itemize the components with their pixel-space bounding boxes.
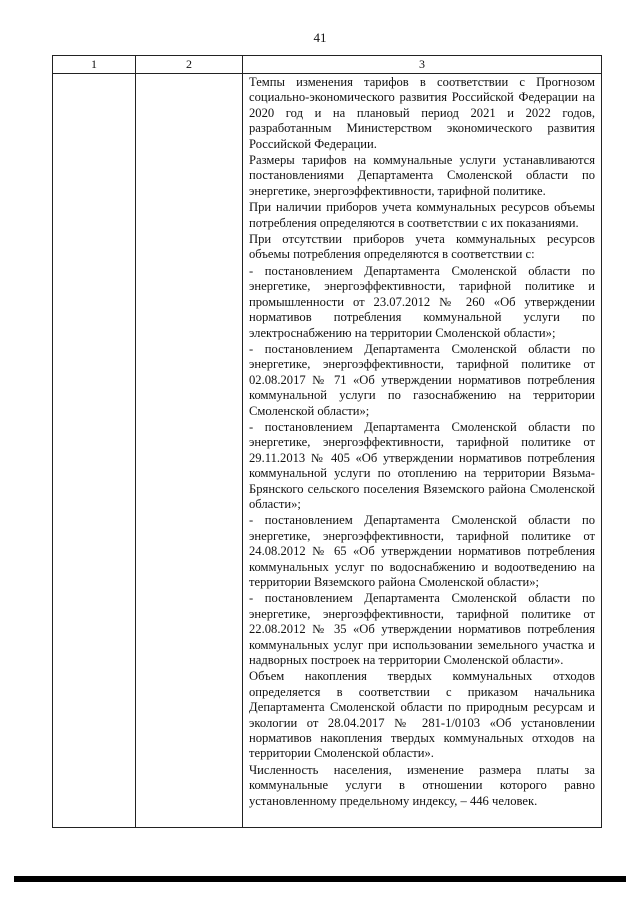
document-table: [52, 55, 602, 828]
cell-col-3: [243, 74, 602, 828]
table-header-row: [53, 56, 602, 74]
scan-edge-bar: [14, 876, 626, 882]
table-row: [53, 74, 602, 828]
list-item-gas: - постановлением Департамента Смоленской области по энергетике, энергоэффективности, тарифной политике от 02.08.2017 № 71 «Об утверждении нормативов потребления коммунальной услуги по газоснабжению на территории Смоленской области»;: [249, 341, 595, 418]
column-header-2: 2: [136, 56, 243, 74]
column-header-3: 3: [243, 56, 602, 74]
column-header-1: 1: [53, 56, 136, 74]
cell-col-1: [53, 74, 136, 828]
paragraph-meters-present: При наличии приборов учета коммунальных ресурсов объемы потребления определяются в соответствии с их показаниями.: [249, 200, 595, 230]
paragraph-solid-waste: Объем накопления твердых коммунальных отходов определяется в соответствии с приказом начальника Департамента Смоленской области по природным ресурсам и экологии от 28.04.2017 № 281-1/0103 «Об установлении нормативов накопления твердых коммунальных отходов на территории Смоленской области».: [249, 669, 595, 761]
list-item-land-plot: - постановлением Департамента Смоленской области по энергетике, энергоэффективности, тарифной политике от 22.08.2012 № 35 «Об утверждении нормативов потребления коммунальных услуг при использовании земельного участка и надворных построек на территории Смоленской области».: [249, 591, 595, 668]
paragraph-meters-absent: При отсутствии приборов учета коммунальных ресурсов объемы потребления определяются в соответствии с:: [249, 232, 595, 262]
page-number: 41: [313, 30, 327, 45]
cell-col-2: [136, 74, 243, 828]
paragraph-tariff-rates: Темпы изменения тарифов в соответствии с Прогнозом социально-экономического развития Российской Федерации на 2020 год и на плановый период 2021 и 2022 годов, разработанным Министерством экономического развития Российской Федерации.: [249, 75, 595, 151]
paragraph-tariff-sizes: Размеры тарифов на коммунальные услуги устанавливаются постановлениями Департамента Смоленской области по энергетике, энергоэффективности, тарифной политике.: [249, 153, 595, 198]
list-item-electricity: - постановлением Департамента Смоленской области по энергетике, энергоэффективности, тарифной политике и промышленности от 23.07.2012 № 260 «Об утверждении нормативов потребления коммунальной услуги по электроснабжению на территории Смоленской области»;: [249, 263, 595, 340]
list-item-water: - постановлением Департамента Смоленской области по энергетике, энергоэффективности, тарифной политике от 24.08.2012 № 65 «Об утверждении нормативов потребления коммунальных услуг по водоснабжению и водоотведению на территории Вяземского района Смоленской области»;: [249, 513, 595, 589]
paragraph-population: Численность населения, изменение размера платы за коммунальные услуги в отношении которого равно установленному предельному индексу, – 446 человек.: [249, 762, 595, 808]
list-item-heating: - постановлением Департамента Смоленской области по энергетике, энергоэффективности, тарифной политике от 29.11.2013 № 405 «Об утверждении нормативов потребления коммунальной услуги по отоплению на территории Вязьма-Брянского сельского поселения Вяземского района Смоленской области»;: [249, 419, 595, 511]
